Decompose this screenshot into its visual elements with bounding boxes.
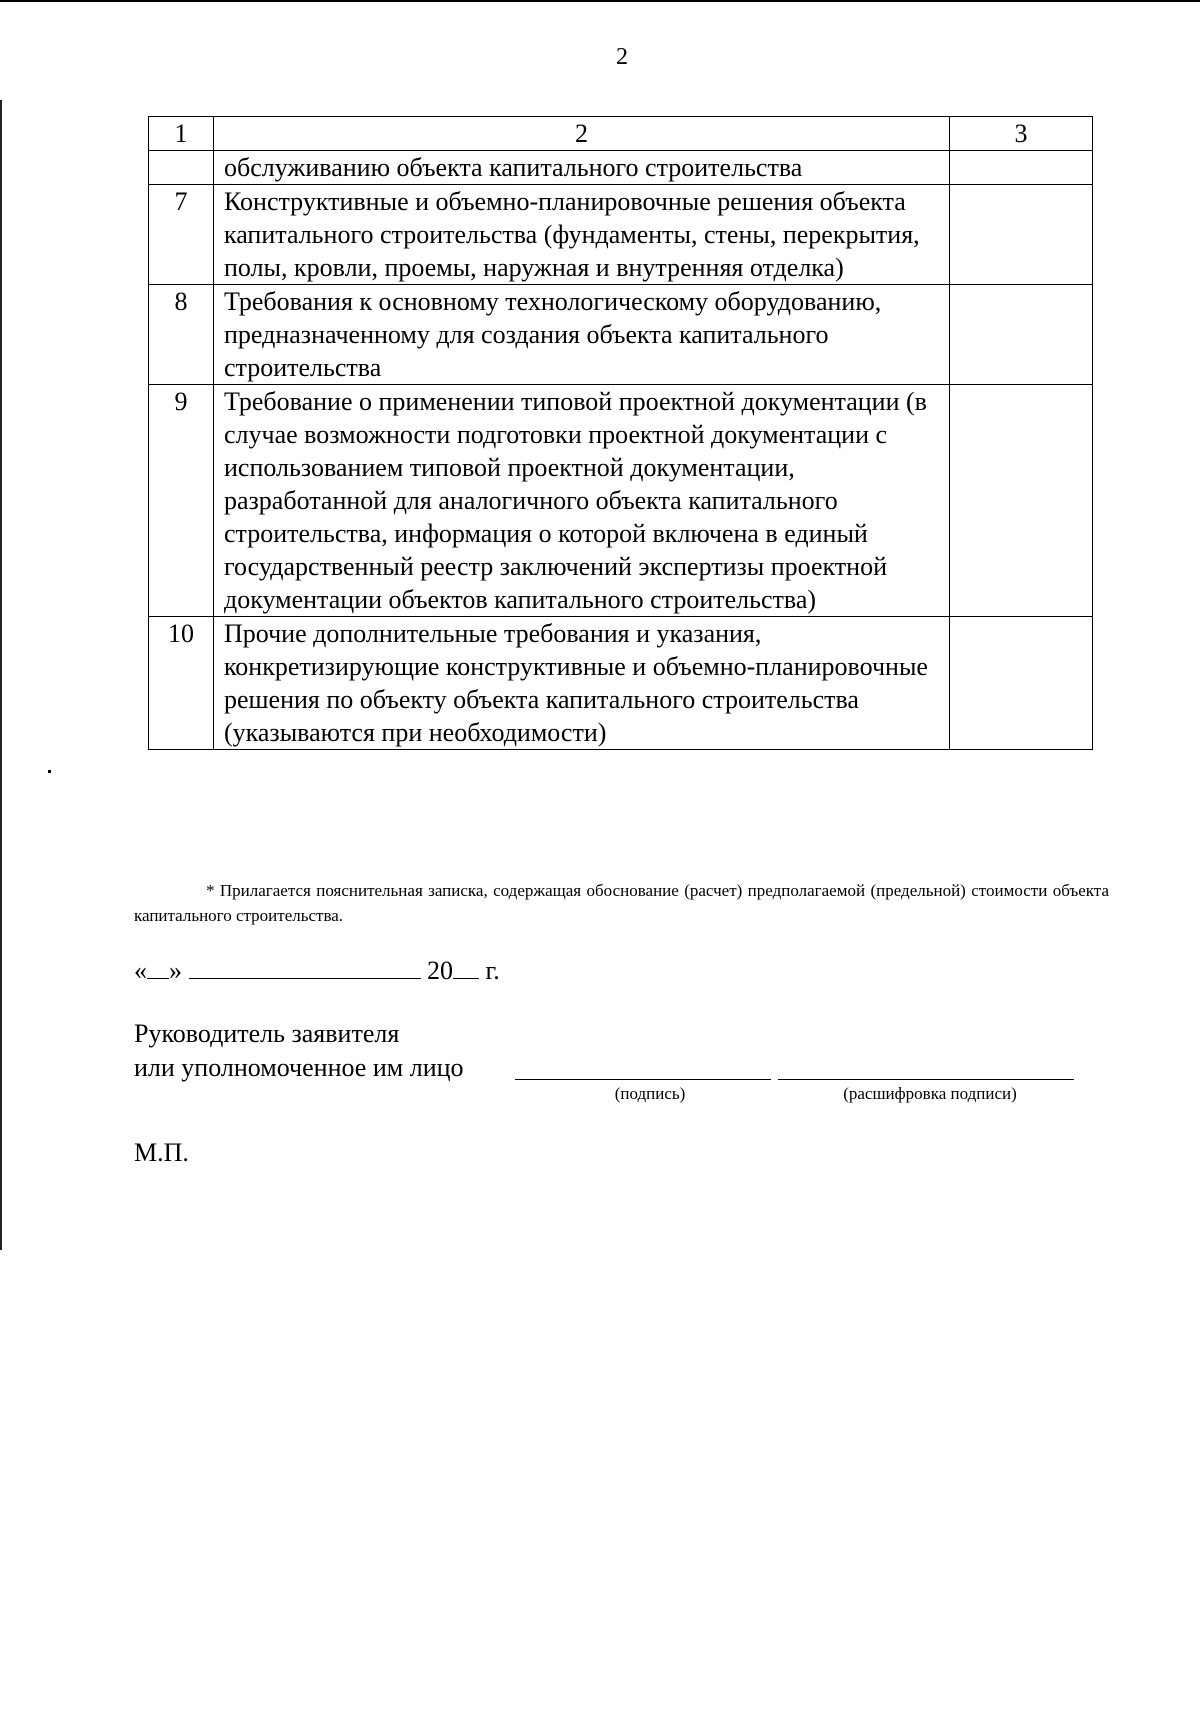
signatory-label xyxy=(134,1017,464,1085)
signature-blank[interactable] xyxy=(515,1079,771,1080)
row-number: 9 xyxy=(149,385,214,617)
row-value xyxy=(950,285,1093,385)
table-row xyxy=(149,617,1093,750)
day-blank[interactable] xyxy=(147,952,169,979)
month-blank[interactable] xyxy=(189,952,421,979)
signature-decoding-caption: (расшифровка подписи) xyxy=(843,1084,1017,1103)
table-row xyxy=(149,385,1093,617)
row-number: 8 xyxy=(149,285,214,385)
table-row xyxy=(149,285,1093,385)
scan-edge-left xyxy=(0,100,2,1250)
header-cell-1: 1 xyxy=(149,117,214,151)
year-suffix: г. xyxy=(485,956,500,985)
row-text: обслуживанию объекта капитального строительства xyxy=(214,151,950,185)
date-open-quote: « xyxy=(134,956,147,985)
row-text: Требование о применении типовой проектной документации (в случае возможности подготовки проектной документации с использованием типовой проектной документации, разработанной для аналогичного объекта капитального строительства, информация о которой включена в единый государственный реестр заключений экспертизы проектной документации объектов капитального строительства) xyxy=(214,385,950,617)
row-number xyxy=(149,151,214,185)
row-value xyxy=(950,185,1093,285)
signatory-line-2: или уполномоченное им лицо xyxy=(134,1053,464,1082)
header-cell-3: 3 xyxy=(950,117,1093,151)
date-line xyxy=(134,952,500,986)
table-header-row xyxy=(149,117,1093,151)
requirements-table xyxy=(148,116,1093,750)
year-blank[interactable] xyxy=(453,952,479,979)
header-cell-2: 2 xyxy=(214,117,950,151)
signature-decoding-blank[interactable] xyxy=(778,1079,1074,1080)
row-number: 10 xyxy=(149,617,214,750)
table-row xyxy=(149,151,1093,185)
page-number: 2 xyxy=(616,44,628,70)
scan-speck xyxy=(48,770,51,773)
year-prefix: 20 xyxy=(427,956,453,985)
row-text: Прочие дополнительные требования и указания, конкретизирующие конструктивные и объемно-планировочные решения по объекту объекта капитального строительства (указываются при необходимости) xyxy=(214,617,950,750)
footnote: * Прилагается пояснительная записка, содержащая обоснование (расчет) предполагаемой (предельной) стоимости объекта капитального строительства. xyxy=(134,881,1109,925)
signatory-line-1: Руководитель заявителя xyxy=(134,1019,400,1048)
row-text: Требования к основному технологическому оборудованию, предназначенному для создания объекта капитального строительства xyxy=(214,285,950,385)
scan-edge-top xyxy=(0,0,1200,2)
signature-caption: (подпись) xyxy=(614,1084,686,1103)
row-text: Конструктивные и объемно-планировочные решения объекта капитального строительства (фундаменты, стены, перекрытия, полы, кровли, проемы, наружная и внутренняя отделка) xyxy=(214,185,950,285)
date-close-quote: » xyxy=(169,956,182,985)
stamp-label: М.П. xyxy=(134,1138,189,1167)
row-number: 7 xyxy=(149,185,214,285)
row-value xyxy=(950,385,1093,617)
row-value xyxy=(950,151,1093,185)
table-row xyxy=(149,185,1093,285)
row-value xyxy=(950,617,1093,750)
